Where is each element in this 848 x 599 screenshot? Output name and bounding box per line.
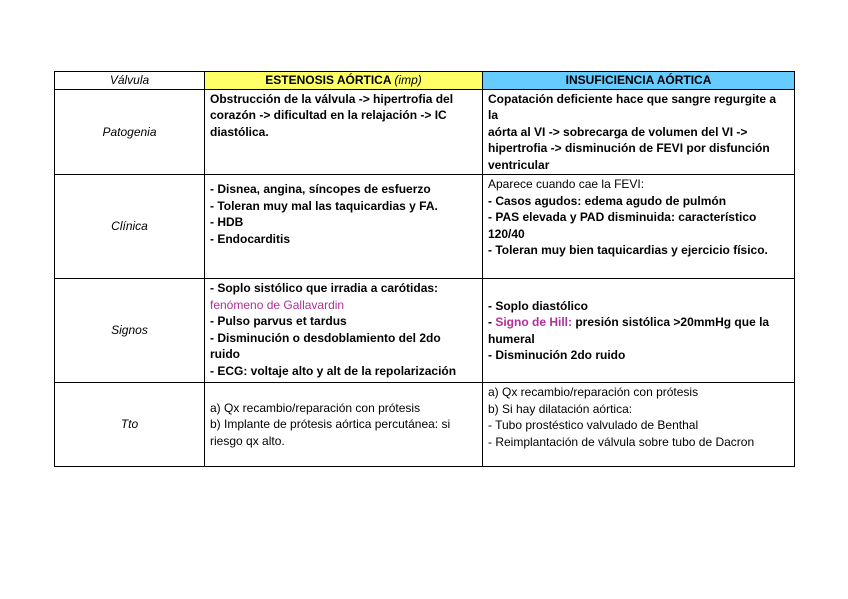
line: corazón -> dificultad en la relajación -> IC [210, 108, 447, 122]
row-label-signos: Signos [55, 279, 205, 383]
header-estenosis [205, 72, 483, 90]
gallavardin-text: fenómeno de Gallavardin [210, 297, 345, 312]
line: - Reimplantación de válvula sobre tubo de Dacron [488, 434, 755, 449]
line: humeral [488, 331, 535, 346]
line: a) Qx recambio/reparación con prótesis [210, 400, 421, 415]
header-valvula: Válvula [55, 72, 205, 90]
patogenia-estenosis [205, 89, 483, 175]
line: - Toleran muy mal las taquicardias y FA. [210, 198, 438, 213]
line: - HDB [210, 215, 244, 229]
line: - Soplo sistólico que irradia a carótidas: [210, 281, 439, 295]
line: - Disnea, angina, síncopes de esfuerzo [210, 182, 431, 196]
line: - Soplo diastólico [488, 298, 589, 313]
row-label-tto: Tto [55, 383, 205, 467]
line: Obstrucción de la válvula -> hipertrofia del [210, 91, 454, 106]
row-clinica [55, 175, 795, 279]
line: riesgo qx alto. [210, 433, 285, 448]
row-label-patogenia: Patogenia [55, 89, 205, 175]
tto-estenosis [205, 383, 483, 467]
row-tto [55, 383, 795, 467]
line: Copatación deficiente hace que sangre regurgite a la [488, 91, 777, 122]
line: 120/40 [488, 226, 525, 241]
signo-hill-text: Signo de Hill: [495, 315, 573, 329]
row-signos [55, 279, 795, 383]
clinica-insuficiencia [483, 175, 795, 279]
line: ruido [210, 347, 240, 361]
line: Aparece cuando cae la FEVI: [488, 177, 645, 191]
line: - PAS elevada y PAD disminuida: característico [488, 210, 757, 224]
line: hipertrofia -> disminución de FEVI por disfunción [488, 141, 770, 155]
line: diastólica. [210, 124, 269, 139]
line: - Pulso parvus et tardus [210, 314, 347, 328]
signos-insuficiencia [483, 279, 795, 383]
line: ventricular [488, 157, 550, 172]
line: - Disminución o desdoblamiento del 2do [210, 330, 441, 345]
signos-estenosis [205, 279, 483, 383]
line: b) Si hay dilatación aórtica: [488, 401, 633, 416]
clinica-estenosis [205, 175, 483, 279]
line: b) Implante de prótesis aórtica percutánea: si [210, 417, 451, 432]
patogenia-insuficiencia [483, 89, 795, 175]
aortic-valve-table [54, 71, 795, 467]
line: - Casos agudos: edema agudo de pulmón [488, 193, 727, 208]
line-rest: presión sistólica >20mmHg que la [572, 315, 770, 329]
header-estenosis-title: ESTENOSIS AÓRTICA [265, 73, 392, 87]
row-label-clinica: Clínica [55, 175, 205, 279]
dash: - [488, 315, 496, 329]
header-estenosis-note: (imp) [394, 73, 422, 87]
line: - Toleran muy bien taquicardias y ejercicio físico. [488, 243, 768, 257]
row-patogenia [55, 89, 795, 175]
tto-insuficiencia [483, 383, 795, 467]
header-row [55, 72, 795, 90]
line: a) Qx recambio/reparación con prótesis [488, 385, 699, 399]
line: - Endocarditis [210, 231, 291, 246]
header-insuficiencia: INSUFICIENCIA AÓRTICA [483, 72, 795, 90]
line: - Tubo prostéstico valvulado de Benthal [488, 418, 699, 432]
line: - ECG: voltaje alto y alt de la repolarización [210, 363, 457, 378]
line [488, 314, 789, 331]
line: aórta al VI -> sobrecarga de volumen del VI -> [488, 124, 748, 139]
line: - Disminución 2do ruido [488, 348, 626, 362]
